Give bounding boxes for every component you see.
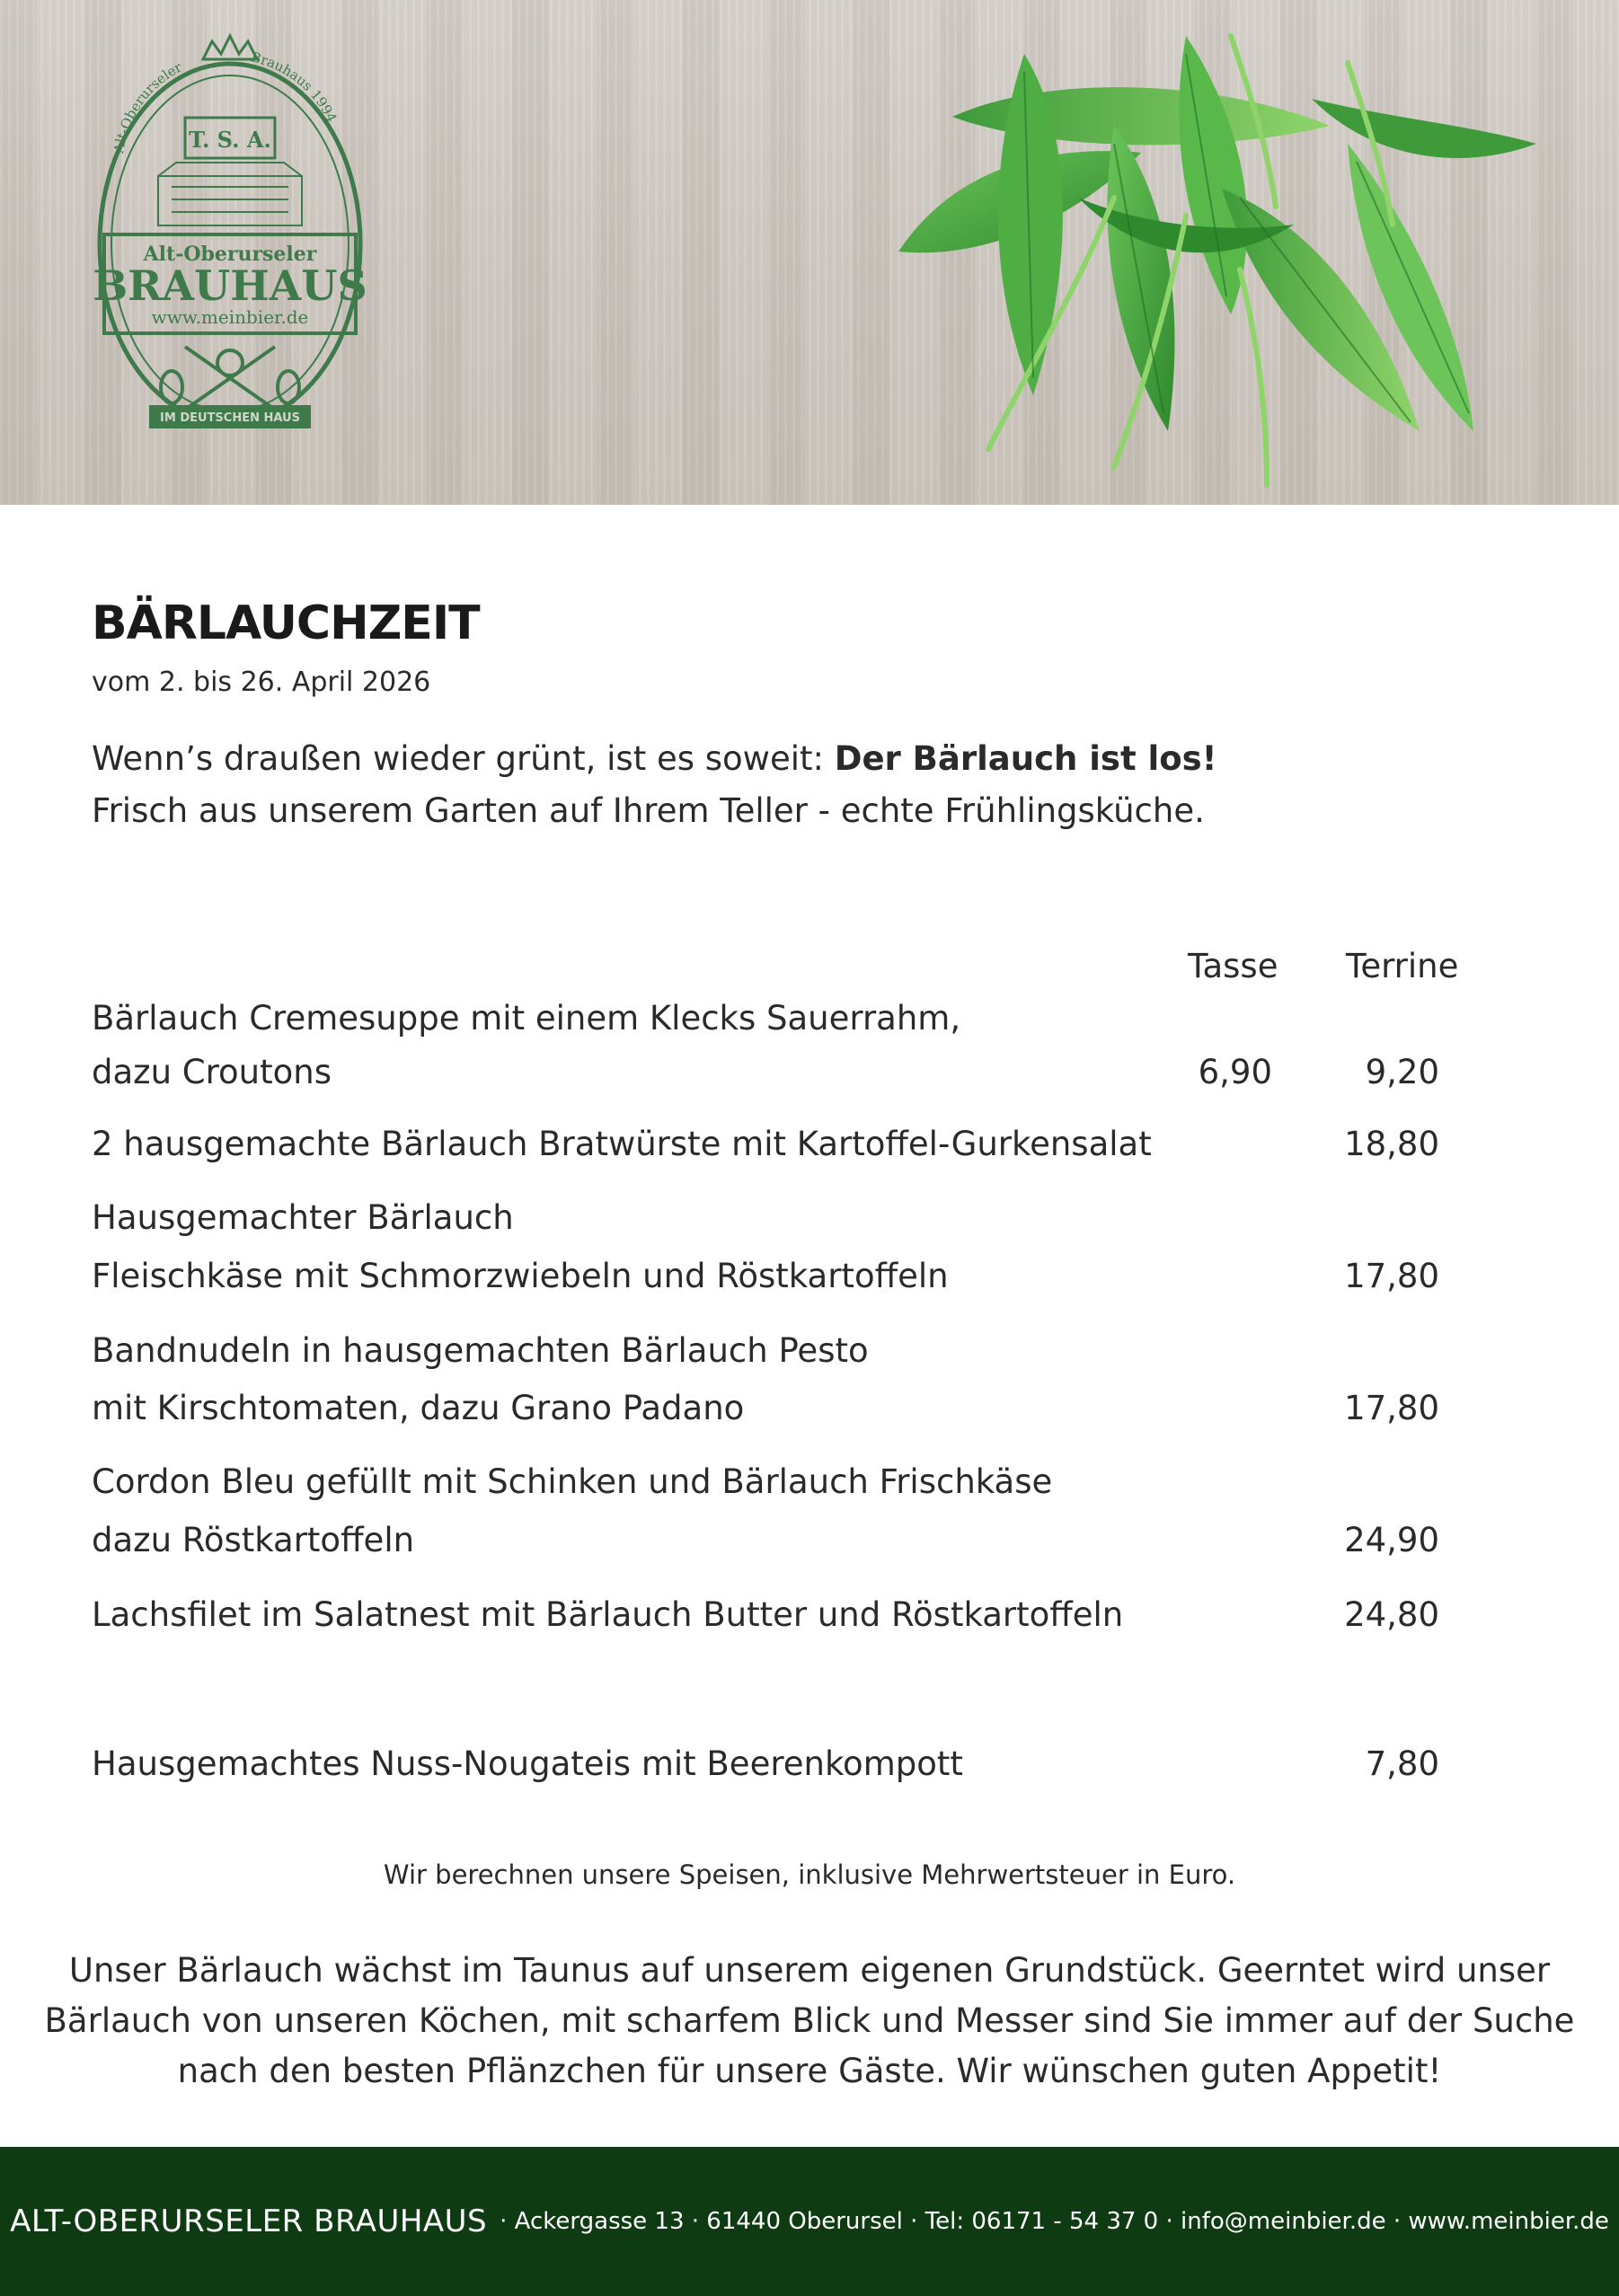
header-banner bbox=[0, 0, 1619, 505]
logo-monogram: T. S. A. bbox=[189, 127, 271, 153]
menu-item-price-terrine: 24,90 bbox=[1344, 1521, 1439, 1559]
tax-note: Wir berechnen unsere Speisen, inklusive Mehrwertsteuer in Euro. bbox=[383, 1859, 1236, 1890]
menu-item-title: Bärlauch Cremesuppe mit einem Klecks Sauerrahm, bbox=[92, 999, 961, 1038]
menu-item-price-tasse: 6,90 bbox=[1198, 1053, 1272, 1091]
logo-banner: IM DEUTSCHEN HAUS bbox=[160, 411, 300, 425]
closing-line-2: Bärlauch von unseren Köchen, mit scharfem Blick und Messer sind Sie immer auf der Suche bbox=[44, 2001, 1575, 2040]
wild-garlic-leaves-image bbox=[845, 18, 1545, 503]
menu-item-price-terrine: 9,20 bbox=[1365, 1053, 1439, 1091]
logo-url: www.meinbier.de bbox=[151, 306, 309, 328]
closing-line-3: nach den besten Pflänzchen für unsere Gäste. Wir wünschen guten Appetit! bbox=[177, 2052, 1442, 2090]
menu-item-title: Cordon Bleu gefüllt mit Schinken und Bärlauch Frischkäse bbox=[92, 1462, 1053, 1501]
footer-bar bbox=[0, 2147, 1619, 2296]
logo-name-big: BRAUHAUS bbox=[93, 261, 367, 310]
logo-name-small: Alt-Oberurseler bbox=[143, 243, 317, 266]
menu-item-subtitle: Fleischkäse mit Schmorzwiebeln und Röstkartoffeln bbox=[92, 1257, 949, 1295]
footer-contact-details: · Ackergasse 13 · 61440 Oberursel · Tel: 06171 - 54 37 0 · info@meinbier.de · www.meinbier.de bbox=[500, 2208, 1609, 2235]
menu-item-price-terrine: 17,80 bbox=[1344, 1257, 1439, 1295]
brauhaus-logo bbox=[86, 32, 374, 455]
menu-item-title: Hausgemachtes Nuss-Nougateis mit Beerenkompott bbox=[92, 1744, 963, 1783]
menu-item-subtitle: dazu Röstkartoffeln bbox=[92, 1521, 415, 1559]
intro-plain: Wenn’s draußen wieder grünt, ist es soweit: bbox=[92, 739, 824, 778]
menu-item-title: Bandnudeln in hausgemachten Bärlauch Pesto bbox=[92, 1331, 869, 1370]
intro-highlight: Der Bärlauch ist los! bbox=[834, 739, 1217, 778]
closing-line-1: Unser Bärlauch wächst im Taunus auf unserem eigenen Grundstück. Geerntet wird unser bbox=[68, 1951, 1551, 1990]
date-range: vom 2. bis 26. April 2026 bbox=[92, 667, 431, 698]
menu-item-subtitle: dazu Croutons bbox=[92, 1053, 332, 1091]
footer-business-name: ALT-OBERURSELER BRAUHAUS bbox=[10, 2203, 488, 2239]
menu-item-title: 2 hausgemachte Bärlauch Bratwürste mit Kartoffel-Gurkensalat bbox=[92, 1125, 1152, 1163]
logo-arc-left: Alt-Oberurseler bbox=[111, 58, 185, 155]
menu-item-price-terrine: 17,80 bbox=[1344, 1389, 1439, 1427]
column-header-terrine: Terrine bbox=[1346, 947, 1459, 985]
intro-line-2: Frisch aus unserem Garten auf Ihrem Teller - echte Frühlingsküche. bbox=[92, 791, 1205, 830]
menu-item-price-terrine: 18,80 bbox=[1344, 1125, 1439, 1163]
menu-item-subtitle: mit Kirschtomaten, dazu Grano Padano bbox=[92, 1389, 745, 1427]
menu-item-title: Lachsfilet im Salatnest mit Bärlauch Butter und Röstkartoffeln bbox=[92, 1595, 1124, 1634]
intro-text bbox=[92, 733, 1217, 837]
menu-item-price-terrine: 7,80 bbox=[1365, 1744, 1439, 1783]
column-header-tasse: Tasse bbox=[1188, 947, 1278, 985]
page-title: BÄRLAUCHZEIT bbox=[92, 596, 480, 650]
menu-item-title: Hausgemachter Bärlauch bbox=[92, 1198, 514, 1237]
intro-line-1 bbox=[92, 733, 1217, 785]
closing-text bbox=[0, 1946, 1619, 2097]
logo-arc-right: Brauhaus 1994 bbox=[249, 49, 341, 126]
menu-item-price-terrine: 24,80 bbox=[1344, 1595, 1439, 1634]
